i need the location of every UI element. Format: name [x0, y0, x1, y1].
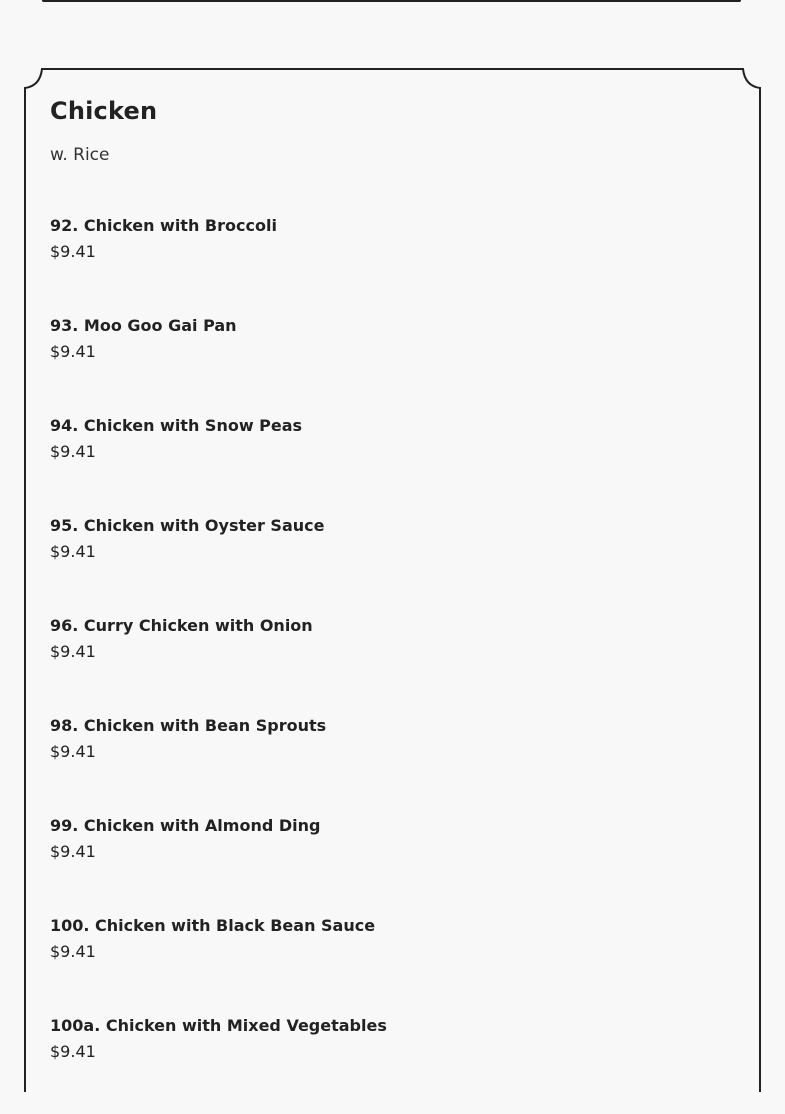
menu-item[interactable] — [50, 314, 730, 414]
section-subtitle: w. Rice — [50, 145, 110, 165]
menu-item-name: 99. Chicken with Almond Ding — [50, 816, 321, 835]
menu-item-price: $9.41 — [50, 742, 96, 761]
menu-item-name: 96. Curry Chicken with Onion — [50, 616, 313, 635]
menu-item-price: $9.41 — [50, 242, 96, 261]
menu-section-chicken — [24, 68, 761, 1098]
menu-item[interactable] — [50, 614, 730, 714]
menu-item-name: 100a. Chicken with Mixed Vegetables — [50, 1016, 387, 1035]
menu-item-price: $9.41 — [50, 542, 96, 561]
menu-item[interactable] — [50, 414, 730, 514]
menu-item[interactable] — [50, 214, 730, 314]
menu-item-price: $9.41 — [50, 942, 96, 961]
menu-item[interactable] — [50, 914, 730, 1014]
menu-item-price: $9.41 — [50, 842, 96, 861]
menu-item-name: 92. Chicken with Broccoli — [50, 216, 277, 235]
section-title: Chicken — [50, 97, 158, 125]
menu-item[interactable] — [50, 514, 730, 614]
menu-item-name: 95. Chicken with Oyster Sauce — [50, 516, 325, 535]
menu-item-list — [50, 214, 730, 1114]
menu-item-name: 93. Moo Goo Gai Pan — [50, 316, 237, 335]
menu-item[interactable] — [50, 1014, 730, 1114]
menu-item-name: 100. Chicken with Black Bean Sauce — [50, 916, 376, 935]
menu-item-price: $9.41 — [50, 642, 96, 661]
menu-item[interactable] — [50, 714, 730, 814]
previous-section-card-edge — [42, 0, 741, 2]
menu-item-name: 94. Chicken with Snow Peas — [50, 416, 303, 435]
menu-item-price: $9.41 — [50, 342, 96, 361]
menu-item-price: $9.41 — [50, 1042, 96, 1061]
menu-item-price: $9.41 — [50, 442, 96, 461]
menu-item-name: 98. Chicken with Bean Sprouts — [50, 716, 327, 735]
menu-item[interactable] — [50, 814, 730, 914]
